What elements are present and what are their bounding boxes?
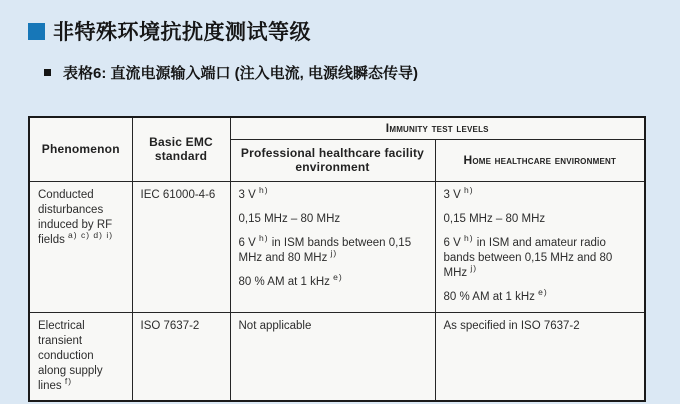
page-title-row	[28, 16, 311, 46]
cell-standard: ISO 7637-2	[132, 312, 230, 401]
cell-professional-level: Not applicable	[230, 312, 435, 401]
page-title: 非特殊环境抗扰度测试等级	[53, 21, 311, 44]
table-row	[29, 312, 645, 401]
cell-professional-level: 3 V $^{h)}$ 0,15 MHz – 80 MHz 6 V $^{h)}$ in ISM bands between 0,15 MHz and 80 MHz $^{j)}$ 80 % AM at 1 kHz $^{e)}$	[230, 181, 435, 312]
cell-home-level: As specified in ISO 7637-2	[435, 312, 645, 401]
col-header-home-environment: Home healthcare environment	[435, 139, 645, 181]
blue-square-bullet-icon	[28, 23, 45, 40]
cell-standard: IEC 61000-4-6	[132, 181, 230, 312]
table-row	[29, 181, 645, 312]
col-header-professional-environment: Professional healthcare facility environment	[230, 139, 435, 181]
col-header-immunity-test-levels: Immunity test levels	[230, 117, 645, 139]
cell-phenomenon: Electrical transient conduction along supply lines $^{f)}$	[29, 312, 132, 401]
col-header-basic-emc-standard: Basic EMC standard	[132, 117, 230, 181]
immunity-test-table	[28, 116, 646, 402]
table-caption: 表格6: 直流电源输入端口 (注入电流, 电源线瞬态传导)	[63, 65, 418, 82]
table-header-row-group	[29, 117, 645, 139]
table-caption-row	[44, 62, 418, 83]
cell-phenomenon: Conducted disturbances induced by RF fields $^{a) c) d) i)}$	[29, 181, 132, 312]
col-header-phenomenon: Phenomenon	[29, 117, 132, 181]
cell-home-level: 3 V $^{h)}$ 0,15 MHz – 80 MHz 6 V $^{h)}$ in ISM and amateur radio bands between 0,15 MHz and 80 MHz $^{j)}$ 80 % AM at 1 kHz $^{e)}$	[435, 181, 645, 312]
black-square-bullet-icon	[44, 69, 51, 76]
